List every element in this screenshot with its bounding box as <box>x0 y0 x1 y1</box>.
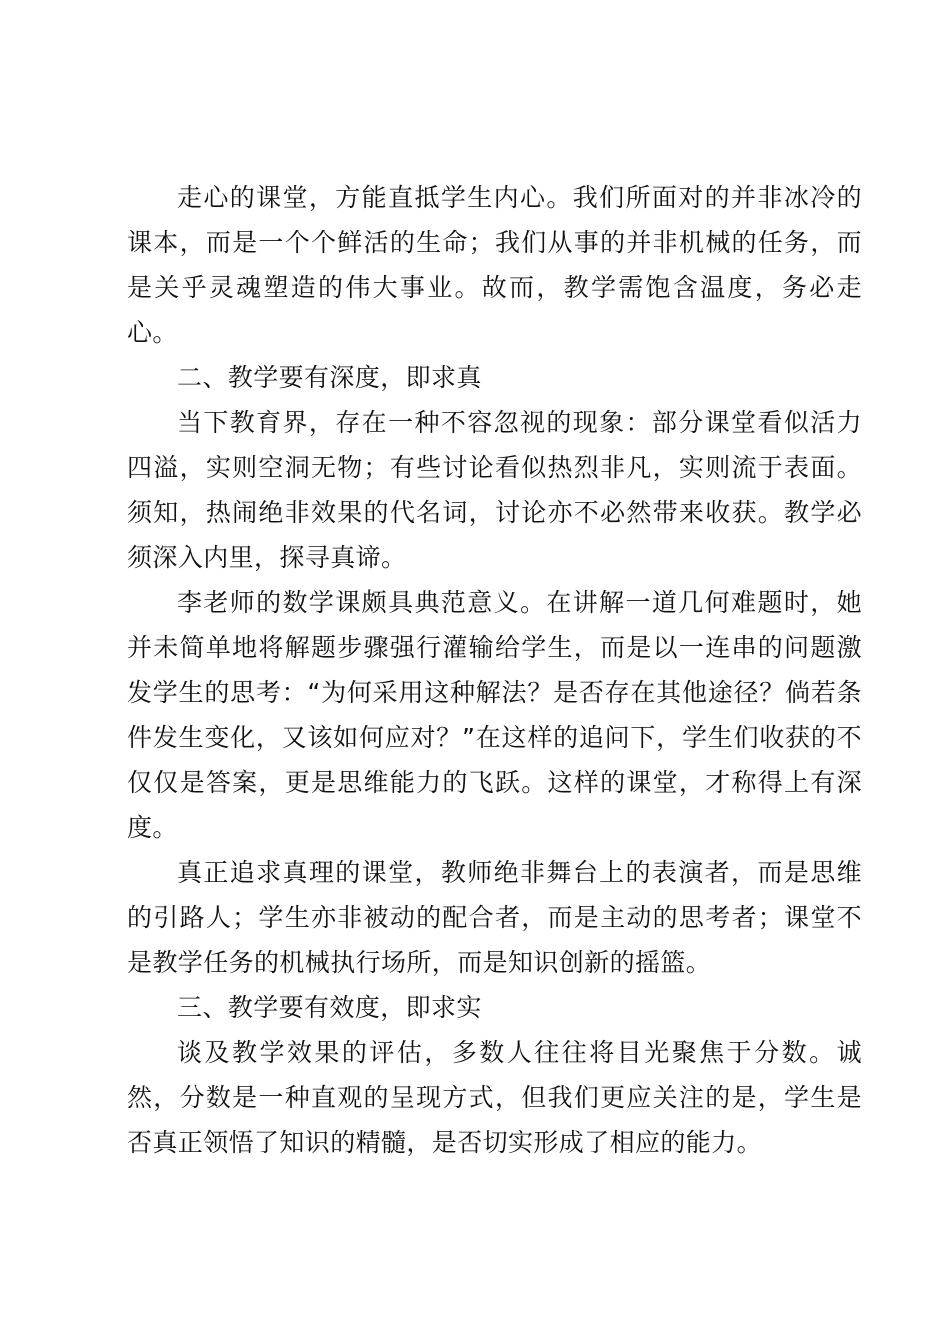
paragraph-depth-phenomenon: 当下教育界，存在一种不容忽视的现象：部分课堂看似活力四溢，实则空洞无物；有些讨论看似热烈非凡，实则流于表面。须知，热闹绝非效果的代名词，讨论亦不必然带来收获。教学必须深入内里，探寻真谛。 <box>127 408 862 572</box>
section-heading-depth: 二、教学要有深度，即求真 <box>177 363 482 392</box>
paragraph-math-class-example: 李老师的数学课颇具典范意义。在讲解一道几何难题时，她并未简单地将解题步骤强行灌输给学生，而是以一连串的问题激发学生的思考：“为何采用这种解法？是否存在其他途径？倘若条件发生变化，又该如何应对？”在这样的追问下，学生们收获的不仅仅是答案，更是思维能力的飞跃。这样的课堂，才称得上有深度。 <box>127 588 862 842</box>
document-body <box>127 175 862 1165</box>
paragraph-truth-classroom: 真正追求真理的课堂，教师绝非舞台上的表演者，而是思维的引路人；学生亦非被动的配合者，而是主动的思考者；课堂不是教学任务的机械执行场所，而是知识创新的摇篮。 <box>127 858 862 977</box>
paragraph-intro-conclusion: 走心的课堂，方能直抵学生内心。我们所面对的并非冰冷的课本，而是一个个鲜活的生命；我们从事的并非机械的任务，而是关乎灵魂塑造的伟大事业。故而，教学需饱含温度，务必走心。 <box>127 183 862 347</box>
paragraph-effectiveness-evaluation: 谈及教学效果的评估，多数人往往将目光聚焦于分数。诚然，分数是一种直观的呈现方式，但我们更应关注的是，学生是否真正领悟了知识的精髓，是否切实形成了相应的能力。 <box>127 1038 862 1157</box>
section-heading-effectiveness: 三、教学要有效度，即求实 <box>177 993 482 1022</box>
